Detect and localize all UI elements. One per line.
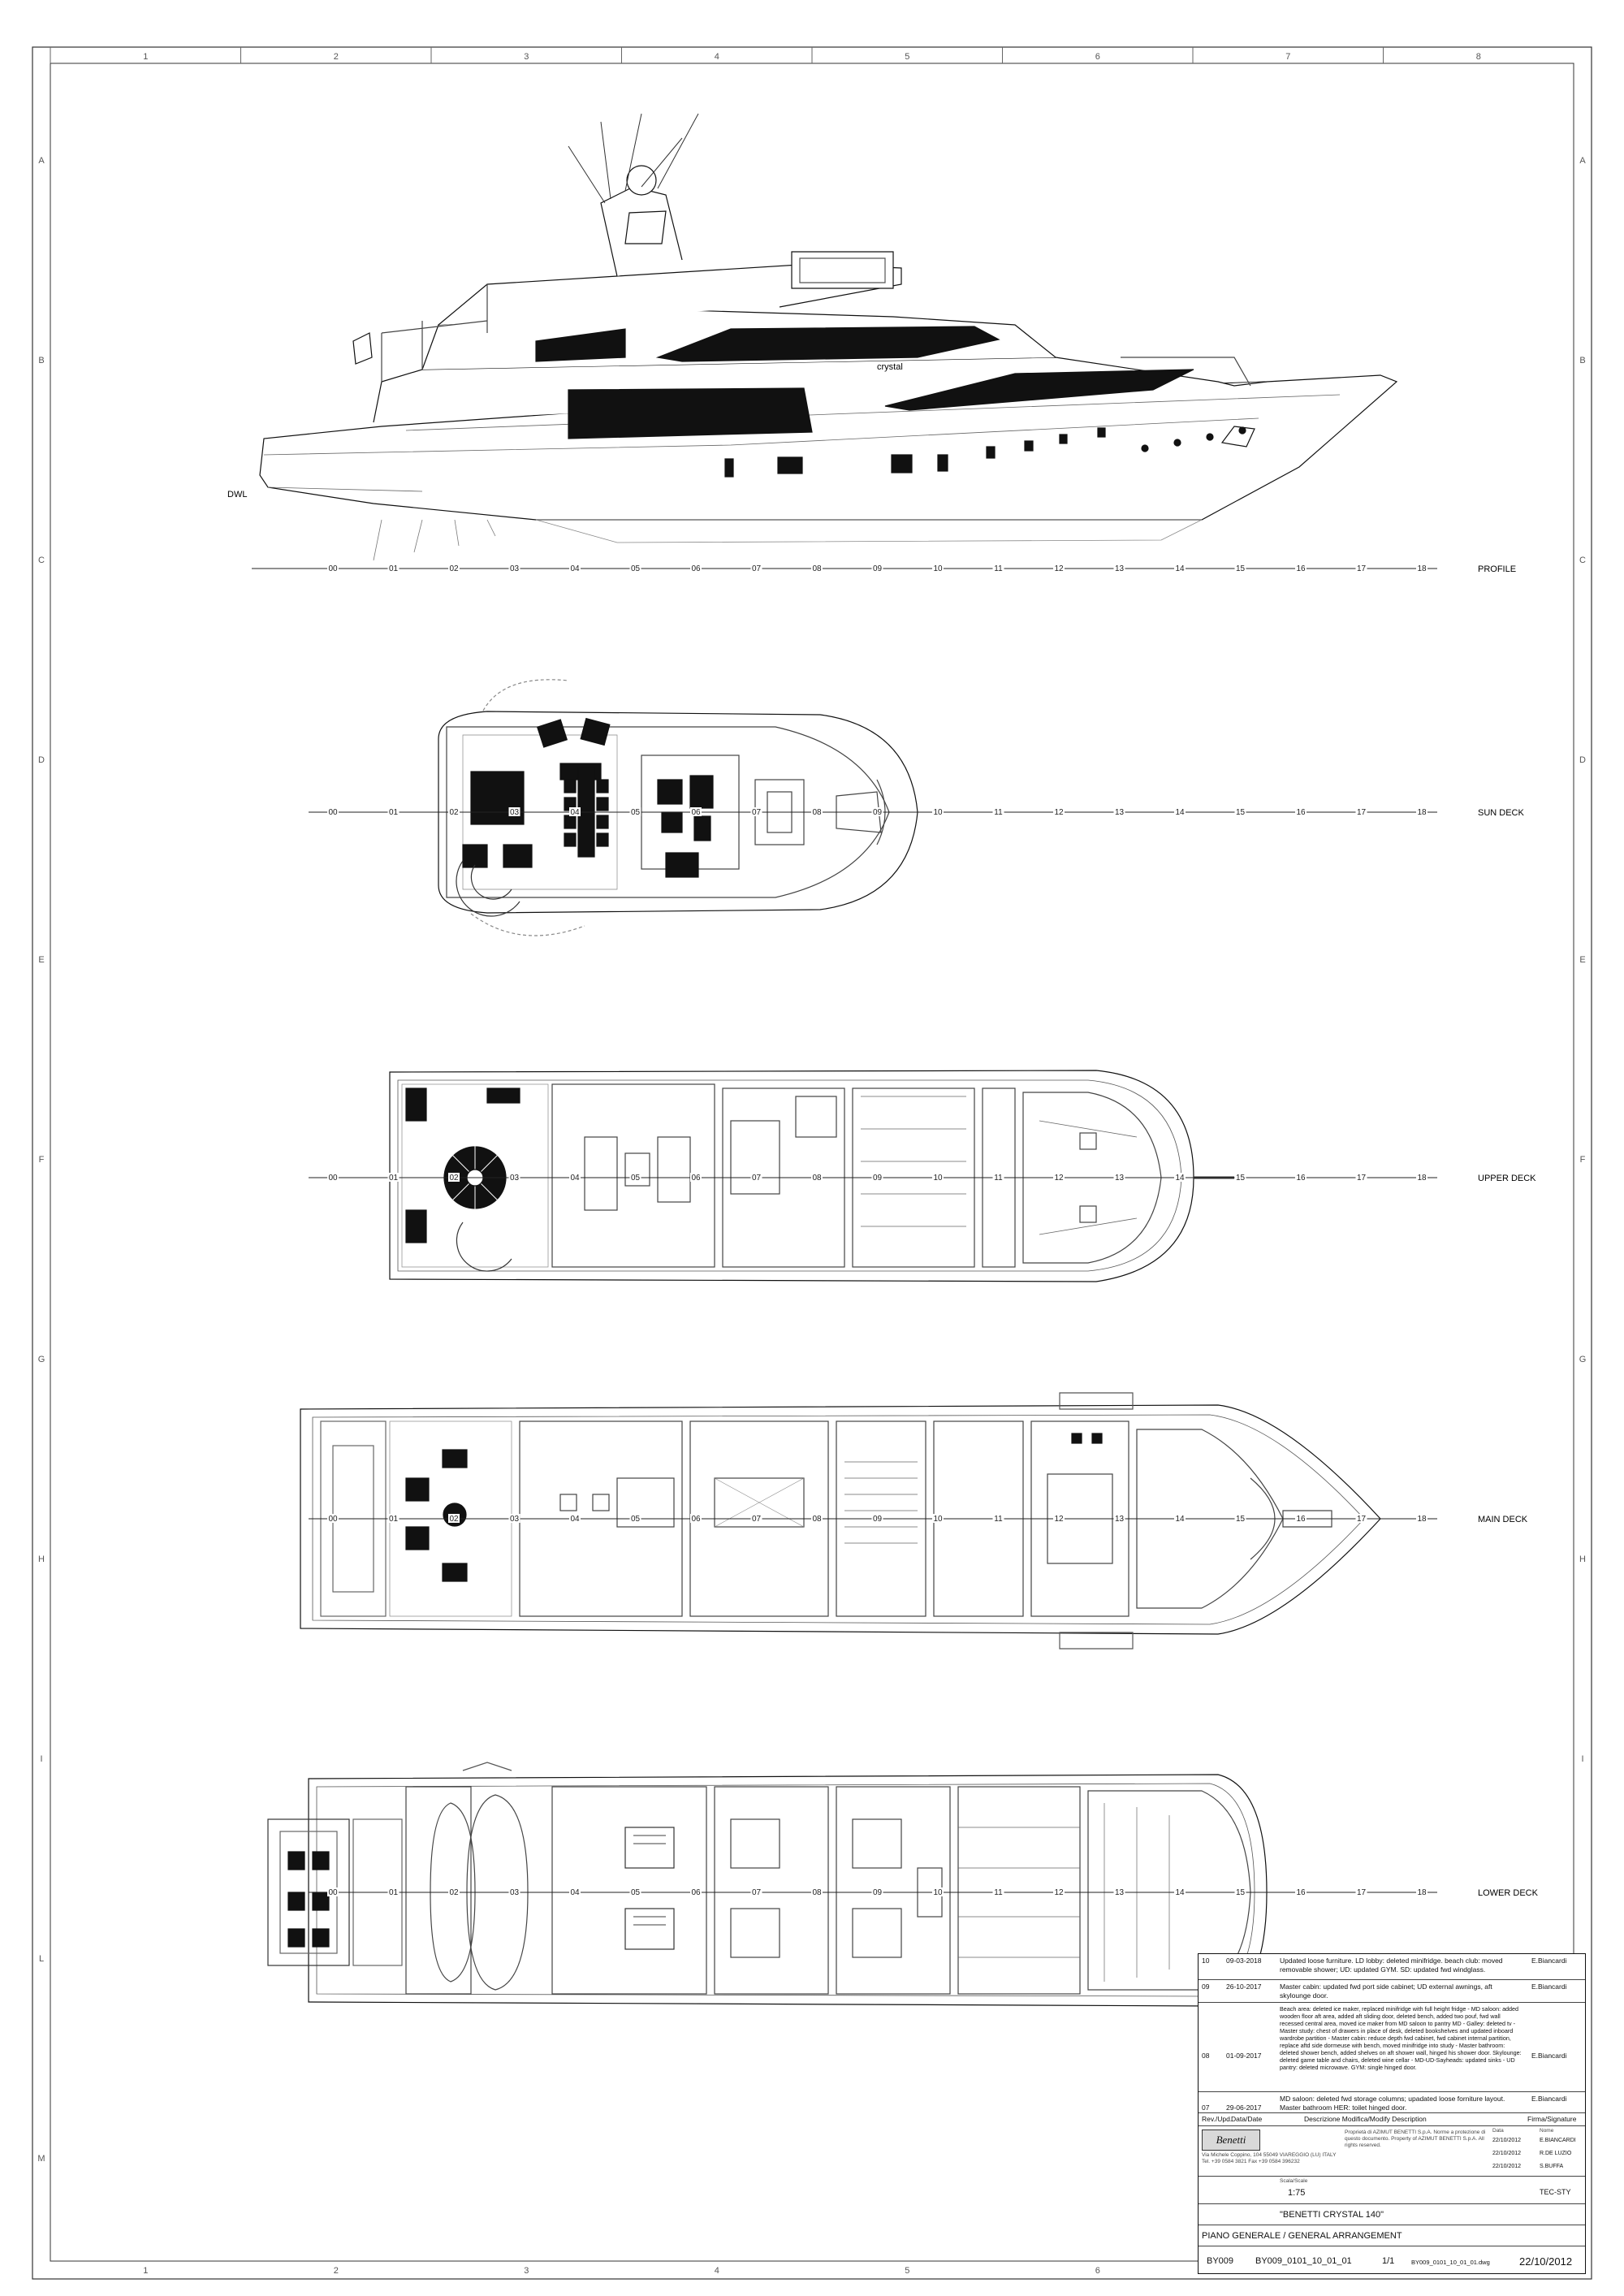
ruler-number: 11 — [994, 1888, 1003, 1897]
zone-number: 1 — [143, 52, 149, 62]
zone-letter: G — [1579, 1355, 1587, 1364]
ruler-number: 09 — [872, 808, 883, 817]
description-header: Descrizione Modifica/Modify Description — [1304, 2115, 1427, 2123]
revision-row — [1199, 1954, 1585, 1980]
revision-header-row — [1199, 2113, 1585, 2126]
sheet-number: 1/1 — [1382, 2256, 1395, 2266]
deck-label-profile: PROFILE — [1478, 564, 1517, 574]
revision-date: 01-09-2017 — [1226, 2052, 1262, 2060]
company-address: Via Michele Coppino, 104 55049 VIAREGGIO (LU) ITALY Tel. +39 0584 3821 Fax +39 0584 396232 — [1202, 2152, 1337, 2165]
date-label: Data — [1492, 2128, 1504, 2134]
ruler-number: 00 — [328, 808, 338, 817]
zone-number: 1 — [143, 2266, 149, 2276]
approval-name: R.DE LUZIO — [1540, 2151, 1572, 2156]
zone-number: 2 — [333, 2266, 339, 2276]
ruler-number: 05 — [630, 1888, 641, 1897]
ruler-number: 17 — [1356, 564, 1367, 573]
ruler-number: 06 — [691, 808, 701, 817]
ruler-number: 02 — [449, 808, 459, 817]
ruler-number: 11 — [994, 1515, 1003, 1524]
ruler-number: 08 — [812, 1888, 822, 1897]
ruler-number: 04 — [570, 808, 580, 817]
zone-number: 4 — [714, 2266, 719, 2276]
ruler-number: 14 — [1175, 1174, 1185, 1183]
ruler-number: 06 — [691, 1515, 701, 1524]
zone-number: 3 — [524, 52, 529, 62]
zone-letter: G — [37, 1355, 45, 1364]
ruler-number: 03 — [509, 1174, 520, 1183]
ruler-number: 13 — [1114, 1515, 1125, 1524]
ruler-number: 18 — [1417, 564, 1427, 573]
legal-notice: Proprietà di AZIMUT BENETTI S.p.A. Norme a protezione di questo documento. Property of AZIMUT BENETTI S.p.A. All rights reserved. — [1345, 2130, 1486, 2149]
ruler-number: 17 — [1356, 808, 1367, 817]
ruler-number: 07 — [751, 564, 762, 573]
zone-letter: D — [38, 755, 45, 765]
ruler-number: 09 — [872, 1515, 883, 1524]
ruler-number: 16 — [1296, 1174, 1306, 1183]
revision-description: Master cabin: updated fwd port side cabinet; UD external awnings, aft skylounge door. — [1280, 1983, 1492, 2000]
ruler-number: 03 — [509, 564, 520, 573]
zone-letter: H — [1579, 1554, 1586, 1564]
drawing-title-row — [1199, 2225, 1585, 2246]
scale-label: Scala/Scale — [1280, 2178, 1308, 2184]
ruler-number: 08 — [812, 564, 822, 573]
drawing-number: BY009_0101_10_01_01 — [1255, 2256, 1352, 2266]
revision-signature: E.Biancardi — [1531, 1957, 1567, 1965]
zone-letter: E — [38, 955, 45, 965]
zone-number: 6 — [1095, 52, 1100, 62]
revision-number: 10 — [1202, 1957, 1210, 1965]
zone-number: 4 — [714, 52, 719, 62]
ruler-number: 18 — [1417, 1174, 1427, 1183]
lower-deck-plan — [268, 1762, 1267, 2006]
zone-letter: A — [1579, 156, 1586, 166]
ruler-number: 10 — [933, 1174, 943, 1183]
revision-description: Beach area: deleted ice maker, replaced minifridge with full height fridge - MD saloon: added wooden floor aft area, added aft sliding door, deleted bench, added two pouf, fwd wall recessed central area, moved ice maker from MD saloon to pantry MD - Galley: deleted tv - Master study: chest of drawers in place of desk, deleted bookshelves and updated inboard wardrobe partition - Master cabin: reduce depth fwd cabinet, fwd cabinet internal partition, replace aftd side dormeuse with bench, moved minifridge into study - Master bathroom: deleted shower bench, added shelves on aft shower wall, hinged his shower door. Skylounge: deleted game table and chairs, deleted wine cellar - MD-UD-Sayheads: updated sinks - UD pantry: deleted microwave. GYM: single hinged door. — [1280, 2005, 1522, 2071]
zone-number: 5 — [905, 52, 910, 62]
ruler-number: 07 — [751, 1888, 762, 1897]
zone-letter: I — [1581, 1754, 1584, 1764]
ruler-number: 09 — [872, 1888, 883, 1897]
ruler-number: 10 — [933, 564, 943, 573]
ruler-number: 00 — [328, 1515, 338, 1524]
revision-row — [1199, 1980, 1585, 2003]
ruler-number: 16 — [1296, 808, 1306, 817]
drawing-number-row — [1199, 2246, 1585, 2273]
ruler-number: 12 — [1054, 1174, 1064, 1183]
ruler-number: 06 — [691, 564, 701, 573]
ruler-number: 06 — [691, 1888, 701, 1897]
revision-date: 26-10-2017 — [1226, 1983, 1262, 1991]
ruler-number: 10 — [933, 808, 943, 817]
ruler-number: 02 — [449, 1515, 459, 1524]
ruler-number: 03 — [509, 1888, 520, 1897]
scale-row — [1199, 2177, 1585, 2204]
zone-letter: F — [38, 1155, 45, 1165]
ruler-number: 05 — [630, 808, 641, 817]
benetti-logo: Benetti — [1202, 2130, 1260, 2151]
ruler-number: 14 — [1175, 1888, 1185, 1897]
zone-letter: F — [1579, 1155, 1586, 1165]
commessa: BY009 — [1207, 2256, 1234, 2266]
ruler-number: 01 — [388, 1174, 399, 1183]
approval-date: 22/10/2012 — [1492, 2164, 1522, 2169]
zone-number: 2 — [333, 52, 339, 62]
approval-date: 22/10/2012 — [1492, 2138, 1522, 2143]
zone-letter: C — [1579, 556, 1586, 565]
ruler-number: 05 — [630, 1515, 641, 1524]
ruler-number: 05 — [630, 564, 641, 573]
ruler-number: 09 — [872, 1174, 883, 1183]
drawing-title: PIANO GENERALE / GENERAL ARRANGEMENT — [1202, 2231, 1402, 2241]
revision-number: 08 — [1202, 2052, 1210, 2060]
ruler-number: 02 — [449, 564, 459, 573]
ruler-number: 13 — [1114, 564, 1125, 573]
ruler-number: 04 — [570, 1515, 580, 1524]
zone-letter: D — [1579, 755, 1586, 765]
zone-number: 7 — [1285, 52, 1291, 62]
ruler-number: 11 — [994, 1174, 1003, 1183]
zone-letter: H — [38, 1554, 45, 1564]
ruler-number: 13 — [1114, 1888, 1125, 1897]
ruler-number: 14 — [1175, 1515, 1185, 1524]
name-label: Nome — [1540, 2128, 1554, 2134]
ruler-number: 14 — [1175, 564, 1185, 573]
ruler-number: 06 — [691, 1174, 701, 1183]
deck-label-main: MAIN DECK — [1478, 1515, 1528, 1524]
approval-date: 22/10/2012 — [1492, 2151, 1522, 2156]
ruler-number: 13 — [1114, 1174, 1125, 1183]
revision-signature: E.Biancardi — [1531, 2095, 1567, 2103]
revision-description: MD saloon: deleted fwd storage columns; upadated loose forniture layout. Master bathroom HER: toilet hinged door. — [1280, 2095, 1505, 2112]
main-deck-plan — [300, 1393, 1380, 1649]
department: TEC-STY — [1540, 2188, 1571, 2196]
ruler-number: 12 — [1054, 808, 1064, 817]
date-header: Data/Date — [1231, 2115, 1263, 2123]
ruler-number: 14 — [1175, 808, 1185, 817]
ruler-number: 07 — [751, 1515, 762, 1524]
deck-label-sun: SUN DECK — [1478, 808, 1524, 818]
deck-label-lower: LOWER DECK — [1478, 1888, 1538, 1898]
approval-name: E.BIANCARDI — [1540, 2138, 1576, 2143]
ruler-number: 01 — [388, 1888, 399, 1897]
zone-number: 5 — [905, 2266, 910, 2276]
ruler-number: 17 — [1356, 1174, 1367, 1183]
ruler-number: 15 — [1235, 1888, 1246, 1897]
revision-row — [1199, 2003, 1585, 2092]
zone-letter: L — [38, 1954, 45, 1964]
ruler-number: 05 — [630, 1174, 641, 1183]
ruler-number: 15 — [1235, 808, 1246, 817]
ruler-number: 12 — [1054, 1515, 1064, 1524]
ruler-number: 17 — [1356, 1888, 1367, 1897]
profile-view — [260, 114, 1397, 560]
ruler-number: 00 — [328, 1888, 338, 1897]
ruler-number: 04 — [570, 564, 580, 573]
zone-letter: A — [38, 156, 45, 166]
ruler-number: 15 — [1235, 564, 1246, 573]
ruler-number: 08 — [812, 1515, 822, 1524]
issue-date: 22/10/2012 — [1519, 2255, 1573, 2268]
zone-letter: M — [37, 2154, 45, 2164]
ruler-number: 18 — [1417, 808, 1427, 817]
approval-name: S.BUFFA — [1540, 2164, 1564, 2169]
profile-hull-name: crystal — [877, 362, 903, 372]
revision-date: 29-06-2017 — [1226, 2104, 1262, 2112]
ruler-number: 07 — [751, 808, 762, 817]
zone-number: 6 — [1095, 2266, 1100, 2276]
zone-letter: C — [38, 556, 45, 565]
ruler-number: 16 — [1296, 564, 1306, 573]
revision-signature: E.Biancardi — [1531, 2052, 1567, 2060]
title-block — [1198, 1953, 1586, 2274]
revision-row — [1199, 2092, 1585, 2113]
ruler-number: 00 — [328, 564, 338, 573]
revision-date: 09-03-2018 — [1226, 1957, 1262, 1965]
deck-label-upper: UPPER DECK — [1478, 1174, 1536, 1183]
ruler-number: 01 — [388, 808, 399, 817]
ruler-number: 12 — [1054, 564, 1064, 573]
ruler-number: 03 — [509, 808, 520, 817]
revision-number: 09 — [1202, 1983, 1210, 1991]
zone-letter: B — [38, 356, 45, 365]
ruler-number: 07 — [751, 1174, 762, 1183]
zone-letter: E — [1579, 955, 1586, 965]
ruler-number: 02 — [449, 1174, 459, 1183]
ruler-number: 11 — [994, 808, 1003, 817]
ruler-number: 15 — [1235, 1174, 1246, 1183]
ruler-number: 18 — [1417, 1515, 1427, 1524]
ruler-number: 01 — [388, 564, 399, 573]
drawing-scale: 1:75 — [1288, 2188, 1306, 2198]
ruler-number: 04 — [570, 1888, 580, 1897]
ruler-number: 18 — [1417, 1888, 1427, 1897]
revision-signature: E.Biancardi — [1531, 1983, 1567, 1991]
zone-letter: I — [40, 1754, 43, 1764]
signature-header: Firma/Signature — [1527, 2115, 1577, 2123]
ruler-number: 04 — [570, 1174, 580, 1183]
ruler-number: 10 — [933, 1888, 943, 1897]
ruler-number: 03 — [509, 1515, 520, 1524]
ruler-number: 01 — [388, 1515, 399, 1524]
ruler-number: 12 — [1054, 1888, 1064, 1897]
zone-letter: B — [1579, 356, 1586, 365]
ruler-number: 11 — [994, 564, 1003, 573]
dwl-label: DWL — [227, 490, 248, 499]
ruler-number: 10 — [933, 1515, 943, 1524]
ruler-number: 08 — [812, 808, 822, 817]
zone-number: 3 — [524, 2266, 529, 2276]
ruler-number: 16 — [1296, 1515, 1306, 1524]
ruler-number: 16 — [1296, 1888, 1306, 1897]
rev-header: Rev./Upd. — [1202, 2115, 1233, 2123]
revision-description: Updated loose furniture. LD lobby: deleted minifridge. beach club: moved removable shower; UD: updated GYM. SD: updated fwd windglass. — [1280, 1957, 1503, 1974]
ruler-number: 08 — [812, 1174, 822, 1183]
ruler-number: 13 — [1114, 808, 1125, 817]
file-name: BY009_0101_10_01_01.dwg — [1411, 2259, 1490, 2266]
zone-number: 8 — [1475, 52, 1481, 62]
ruler-number: 17 — [1356, 1515, 1367, 1524]
ruler-number: 00 — [328, 1174, 338, 1183]
company-row — [1199, 2126, 1585, 2177]
project-title-row — [1199, 2204, 1585, 2225]
ruler-number: 15 — [1235, 1515, 1246, 1524]
project-title: "BENETTI CRYSTAL 140" — [1280, 2210, 1384, 2220]
ruler-number: 02 — [449, 1888, 459, 1897]
revision-number: 07 — [1202, 2104, 1210, 2112]
ruler-number: 09 — [872, 564, 883, 573]
